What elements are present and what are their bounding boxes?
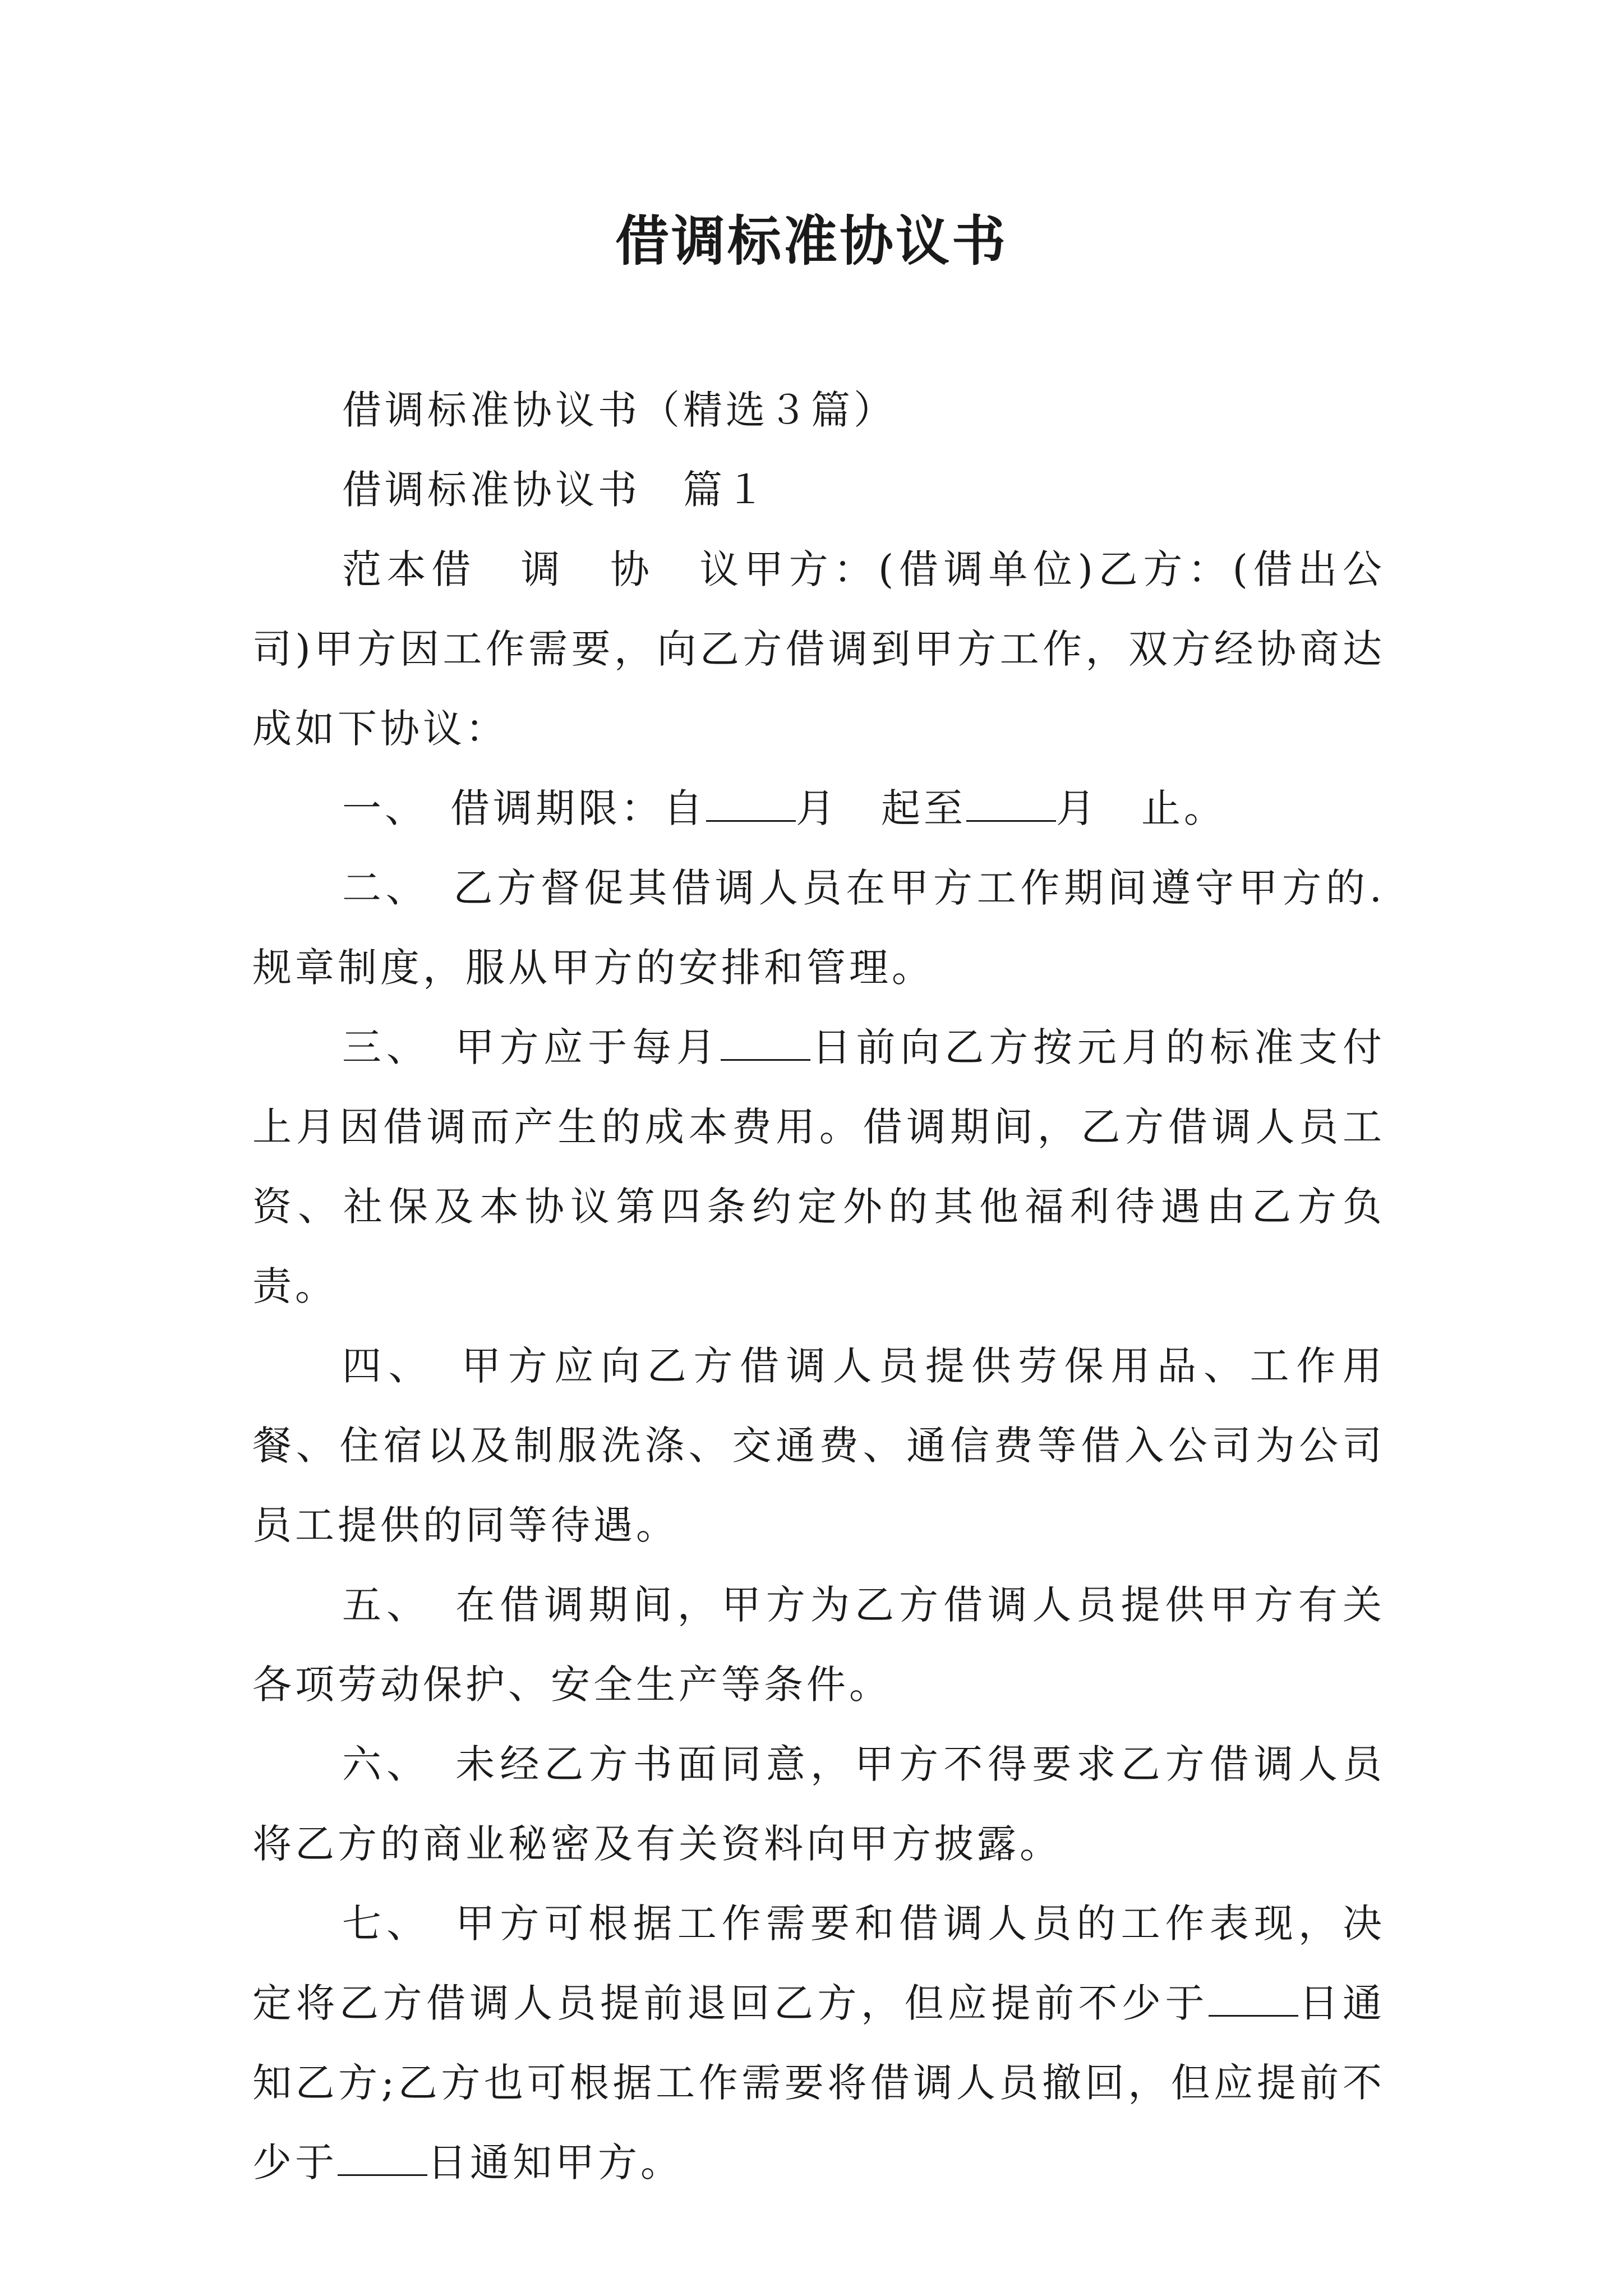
intro-paragraph: 范本借 调 协 议甲方：(借调单位)乙方：(借出公司)甲方因工作需要，向乙方借调到甲方工作，双方经协商达成如下协议： (252, 546, 1385, 752)
clause-3 (252, 1007, 1385, 1326)
clause-text: 日通知乙方;乙方也可根据工作需要将借调人员撤回，但应提前不少于 (252, 1980, 1385, 2185)
clause-text: 七、 甲方可根据工作需要和借调人员的工作表现，决定将乙方借调人员提前退回乙方，但应提前不少于 (252, 1901, 1385, 2026)
clause-text: 六、 未经乙方书面同意，甲方不得要求乙方借调人员将乙方的商业秘密及有关资料向甲方披露。 (252, 1741, 1385, 1867)
fill-in-blank (721, 1025, 810, 1061)
clause-text: 四、 甲方应向乙方借调人员提供劳保用品、工作用餐、住宿以及制服洗涤、交通费、通信费等借入公司为公司员工提供的同等待遇。 (252, 1343, 1385, 1548)
clause-7 (252, 1884, 1385, 2202)
clause-text: 五、 在借调期间，甲方为乙方借调人员提供甲方有关各项劳动保护、安全生产等条件。 (252, 1582, 1385, 1708)
section-heading: 借调标准协议书 篇１ (342, 467, 768, 513)
clause-text: 一、 借调期限：自 (342, 785, 706, 831)
clause-text: 月 起至 (796, 785, 966, 831)
clause-text: 三、 甲方应于每月 (342, 1024, 721, 1070)
fill-in-blank (338, 2141, 427, 2176)
clause-5 (252, 1565, 1385, 1724)
clause-text: 日前向乙方按元月的标准支付上月因借调而产生的成本费用。借调期间，乙方借调人员工资、社保及本协议第四条约定外的其他福利待遇由乙方负责。 (252, 1024, 1386, 1309)
fill-in-blank (1209, 1981, 1298, 2017)
fill-in-blank (706, 786, 796, 822)
clause-text: 月 止。 (1056, 785, 1227, 831)
fill-in-blank (966, 786, 1056, 822)
subtitle-paragraph: 借调标准协议书（精选３篇） (342, 387, 896, 433)
clause-1 (252, 769, 1385, 848)
document-title: 借调标准协议书 (615, 209, 1008, 273)
clause-text: 日通知甲方。 (427, 2139, 683, 2185)
clause-2 (252, 848, 1385, 1007)
document-body (252, 370, 1385, 2202)
clause-4 (252, 1326, 1385, 1565)
clause-6 (252, 1724, 1385, 1884)
clause-text: 二、 乙方督促其借调人员在甲方工作期间遵守甲方的.规章制度，服从甲方的安排和管理。 (252, 865, 1385, 991)
